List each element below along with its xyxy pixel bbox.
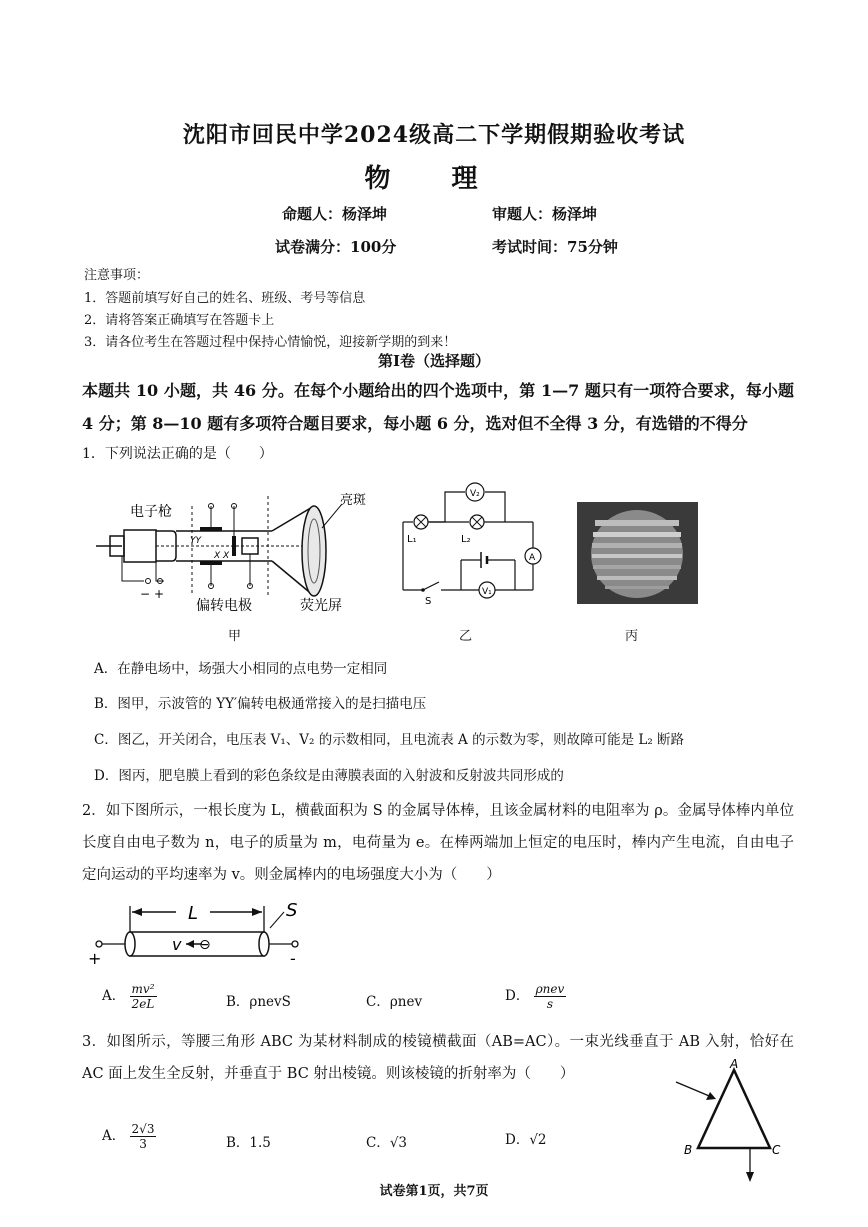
question-2-option-b[interactable]: B．ρnevS [226, 994, 291, 1010]
v2-label: V₂ [470, 489, 480, 499]
vertex-a-label: A [730, 1057, 739, 1071]
vertex-c-label: C [772, 1143, 781, 1157]
fraction-numerator: 2√3 [131, 1122, 155, 1136]
option-a-label: A． [102, 988, 126, 1004]
exam-title: 沈阳市回民中学2024级高二下学期假期验收考试 [182, 122, 686, 148]
question-3-stem: 3．如图所示，等腰三角形 ABC 为某材料制成的棱镜横截面（AB=AC）。一束光线垂直于 AB 入射，恰好在 AC 面上发生全反射，并垂直于 BC 射出棱镜。则该棱镜的折射率为（ ） [82, 1034, 794, 1082]
bright-spot-label: 亮斑 [340, 493, 367, 508]
page-footer: 试卷第1页，共7页 [379, 1184, 489, 1199]
rod-minus-terminal: - [290, 949, 296, 968]
fraction-numerator: mv² [131, 982, 155, 996]
section-title: 第Ⅰ卷（选择题） [377, 352, 491, 370]
metal-rod-figure [84, 898, 314, 968]
question-3-option-a[interactable] [102, 1122, 156, 1151]
question-2-option-c[interactable]: C．ρnev [366, 994, 423, 1010]
question-1-option-d[interactable]: D．图丙，肥皂膜上看到的彩色条纹是由薄膜表面的入射波和反射波共同形成的 [94, 768, 564, 784]
question-2-stem: 2．如下图所示，一根长度为 L，横截面积为 S 的金属导体棒，且该金属材料的电阻率为 ρ。金属导体棒内单位长度自由电子数为 n，电子的质量为 m，电荷量为 e。在棒两端加上恒定的电压时，棒内产生电流，自由电子定向运动的平均速率为 v。则金属棒内的电场强度大小为（ ） [82, 803, 794, 883]
question-2-option-d[interactable] [505, 982, 566, 1011]
notes-title: 注意事项： [84, 268, 150, 283]
note-item: 2．请将答案正确填写在答题卡上 [84, 313, 275, 328]
option-a-label: A． [102, 1128, 126, 1144]
reviewer-line: 审题人：杨泽坤 [492, 205, 598, 223]
deflection-plates-label: 偏转电极 [196, 598, 252, 614]
fraction-denominator: 3 [139, 1137, 147, 1151]
fraction-denominator: s [546, 997, 554, 1011]
l2-label: L₂ [461, 534, 471, 545]
question-3-option-b[interactable]: B．1.5 [226, 1135, 271, 1151]
figure-jia-caption: 甲 [228, 629, 242, 644]
figure-bing-caption: 丙 [625, 629, 639, 644]
fraction-numerator: ρnev [535, 982, 565, 996]
option-a-fraction [130, 1122, 157, 1151]
switch-label: S [425, 596, 432, 604]
figure-yi-caption: 乙 [459, 629, 473, 644]
vertex-b-label: B [684, 1143, 693, 1157]
rod-plus-terminal: + [88, 949, 102, 968]
full-score: 试卷满分：100分 [275, 238, 397, 256]
note-item: 1．答题前填写好自己的姓名、班级、考号等信息 [84, 291, 366, 306]
rod-length-label: L [188, 903, 199, 924]
question-1-option-b[interactable]: B．图甲，示波管的 YY′偏转电极通常接入的是扫描电压 [94, 696, 427, 712]
oscilloscope-figure [92, 486, 382, 616]
xx-label: X X [214, 551, 230, 561]
circuit-figure [395, 482, 545, 604]
screen-label: 荧光屏 [300, 598, 342, 614]
subject-title: 物 理 [364, 164, 504, 194]
v1-label: V₁ [482, 587, 492, 597]
section-instruction: 本题共 10 小题，共 46 分。在每个小题给出的四个选项中，第 1—7 题只有一项符合要求，每小题 4 分；第 8—10 题有多项符合题目要求，每小题 6 分，选对但不全得 3 分，有选错的不得分 [82, 381, 794, 433]
electron-symbol: ⊖ [199, 937, 211, 953]
l1-label: L₁ [407, 534, 417, 545]
prism-figure [670, 1056, 790, 1184]
question-3-option-d[interactable]: D．√2 [505, 1132, 547, 1148]
electron-gun-label: 电子枪 [130, 504, 172, 520]
question-1-option-c[interactable]: C．图乙，开关闭合，电压表 V₁、V₂ 的示数相同，且电流表 A 的示数为零，则故障可能是 L₂ 断路 [94, 732, 685, 748]
cross-section-label: S [286, 900, 298, 921]
option-a-fraction [130, 982, 157, 1011]
question-3-option-c[interactable]: C．√3 [366, 1135, 408, 1151]
question-2-option-a[interactable] [102, 982, 157, 1011]
exam-duration: 考试时间：75分钟 [492, 238, 618, 256]
plus-terminal: + [154, 587, 165, 601]
ammeter-label: A [529, 553, 536, 563]
note-item: 3．请各位考生在答题过程中保持心情愉悦，迎接新学期的到来！ [84, 335, 457, 350]
soap-film-photo [577, 502, 698, 604]
option-d-label: D． [505, 988, 530, 1004]
option-d-fraction [534, 982, 567, 1011]
minus-terminal: − [140, 587, 151, 601]
velocity-label: v [172, 935, 182, 954]
fraction-denominator: 2eL [131, 997, 155, 1011]
question-1-option-a[interactable]: A．在静电场中，场强大小相同的点电势一定相同 [94, 661, 388, 677]
author-line: 命题人：杨泽坤 [282, 205, 388, 223]
yy-label: YY [190, 536, 201, 546]
question-1-stem: 1．下列说法正确的是（ ） [82, 446, 273, 462]
